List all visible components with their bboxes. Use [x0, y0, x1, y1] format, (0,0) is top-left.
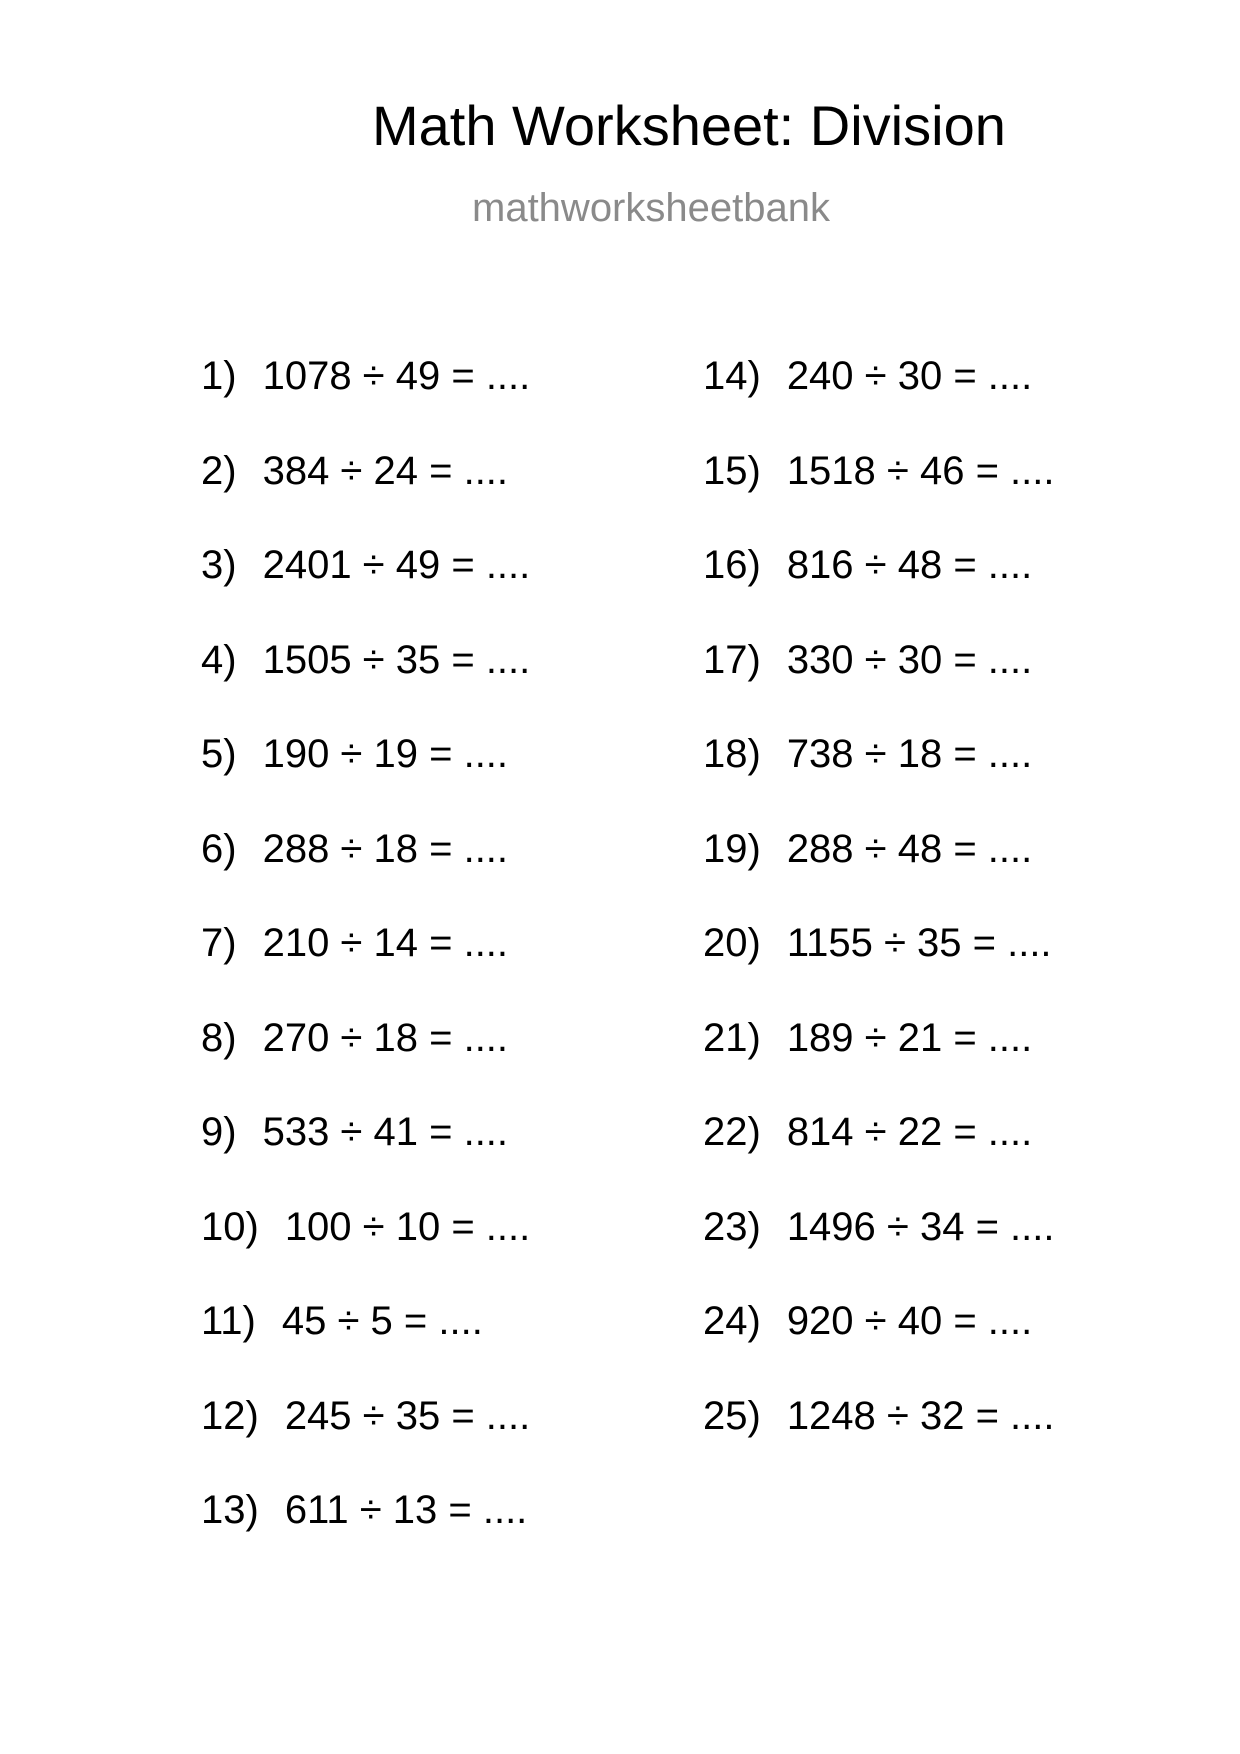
problem-expression: 210 ÷ 14 = ....: [262, 921, 509, 965]
problem-expression: 245 ÷ 35 = ....: [284, 1393, 531, 1438]
problem-number: 11): [201, 1299, 256, 1343]
problem-item: [703, 1301, 1032, 1341]
problem-item: [201, 1204, 531, 1249]
problem-expression: 814 ÷ 22 = ....: [786, 1110, 1033, 1154]
problem-expression: 330 ÷ 30 = ....: [786, 637, 1033, 682]
problem-number: 8): [201, 1015, 237, 1060]
problem-item: [201, 448, 509, 493]
problem-number: 1): [201, 354, 237, 398]
problem-expression: 100 ÷ 10 = ....: [284, 1204, 531, 1249]
problem-number: 17): [703, 637, 761, 682]
problem-item: [703, 826, 1033, 871]
problem-number: 7): [201, 921, 237, 965]
problem-expression: 288 ÷ 18 = ....: [262, 826, 509, 871]
problem-number: 6): [201, 826, 237, 871]
problem-number: 16): [703, 543, 761, 587]
problem-expression: 270 ÷ 18 = ....: [262, 1015, 509, 1060]
problem-number: 2): [201, 448, 237, 493]
problem-item: [703, 734, 1032, 774]
problem-item: [703, 356, 1032, 396]
problem-number: 20): [703, 921, 761, 965]
problem-item: [201, 637, 531, 682]
problem-item: [703, 448, 1055, 493]
problem-number: 19): [703, 826, 761, 871]
page-subtitle: mathworksheetbank: [472, 186, 830, 230]
problem-number: 10): [201, 1204, 259, 1249]
problem-item: [201, 1490, 527, 1530]
problem-item: [703, 1204, 1055, 1249]
problem-number: 18): [703, 732, 761, 776]
problem-item: [703, 923, 1052, 963]
problem-expression: 2401 ÷ 49 = ....: [262, 543, 531, 587]
problem-expression: 45 ÷ 5 = ....: [281, 1299, 483, 1343]
problem-expression: 288 ÷ 48 = ....: [786, 826, 1033, 871]
problem-expression: 611 ÷ 13 = ....: [284, 1488, 528, 1532]
problem-item: [201, 826, 509, 871]
problem-number: 25): [703, 1393, 761, 1438]
problem-expression: 1496 ÷ 34 = ....: [786, 1204, 1055, 1249]
problem-expression: 533 ÷ 41 = ....: [262, 1110, 509, 1154]
problem-expression: 190 ÷ 19 = ....: [262, 732, 509, 776]
problem-number: 14): [703, 354, 761, 398]
problem-number: 21): [703, 1015, 761, 1060]
problem-item: [703, 545, 1032, 585]
problem-number: 15): [703, 448, 761, 493]
problem-expression: 1505 ÷ 35 = ....: [262, 637, 531, 682]
problem-item: [201, 923, 508, 963]
problem-item: [703, 1112, 1032, 1152]
problem-expression: 1248 ÷ 32 = ....: [786, 1393, 1055, 1438]
problem-number: 24): [703, 1299, 761, 1343]
problem-number: 22): [703, 1110, 761, 1154]
problem-item: [201, 1301, 483, 1341]
problem-number: 4): [201, 637, 237, 682]
problem-expression: 384 ÷ 24 = ....: [262, 448, 509, 493]
problem-number: 9): [201, 1110, 237, 1154]
problem-expression: 738 ÷ 18 = ....: [786, 732, 1033, 776]
problem-number: 5): [201, 732, 237, 776]
problem-number: 13): [201, 1488, 259, 1532]
problem-item: [201, 1393, 531, 1438]
problem-expression: 1518 ÷ 46 = ....: [786, 448, 1055, 493]
problem-item: [201, 356, 530, 396]
page-title: Math Worksheet: Division: [372, 94, 1006, 157]
problem-number: 12): [201, 1393, 259, 1438]
problem-item: [703, 1015, 1033, 1060]
problem-expression: 1078 ÷ 49 = ....: [262, 354, 531, 398]
problem-expression: 189 ÷ 21 = ....: [786, 1015, 1033, 1060]
problem-expression: 816 ÷ 48 = ....: [786, 543, 1033, 587]
problem-expression: 1155 ÷ 35 = ....: [786, 921, 1052, 965]
problem-expression: 240 ÷ 30 = ....: [786, 354, 1033, 398]
problem-item: [201, 1015, 509, 1060]
problem-item: [201, 545, 530, 585]
problem-number: 23): [703, 1204, 761, 1249]
problem-expression: 920 ÷ 40 = ....: [786, 1299, 1033, 1343]
problem-number: 3): [201, 543, 237, 587]
problem-item: [201, 1112, 508, 1152]
problem-item: [703, 1393, 1055, 1438]
problem-item: [703, 637, 1033, 682]
problem-item: [201, 734, 508, 774]
